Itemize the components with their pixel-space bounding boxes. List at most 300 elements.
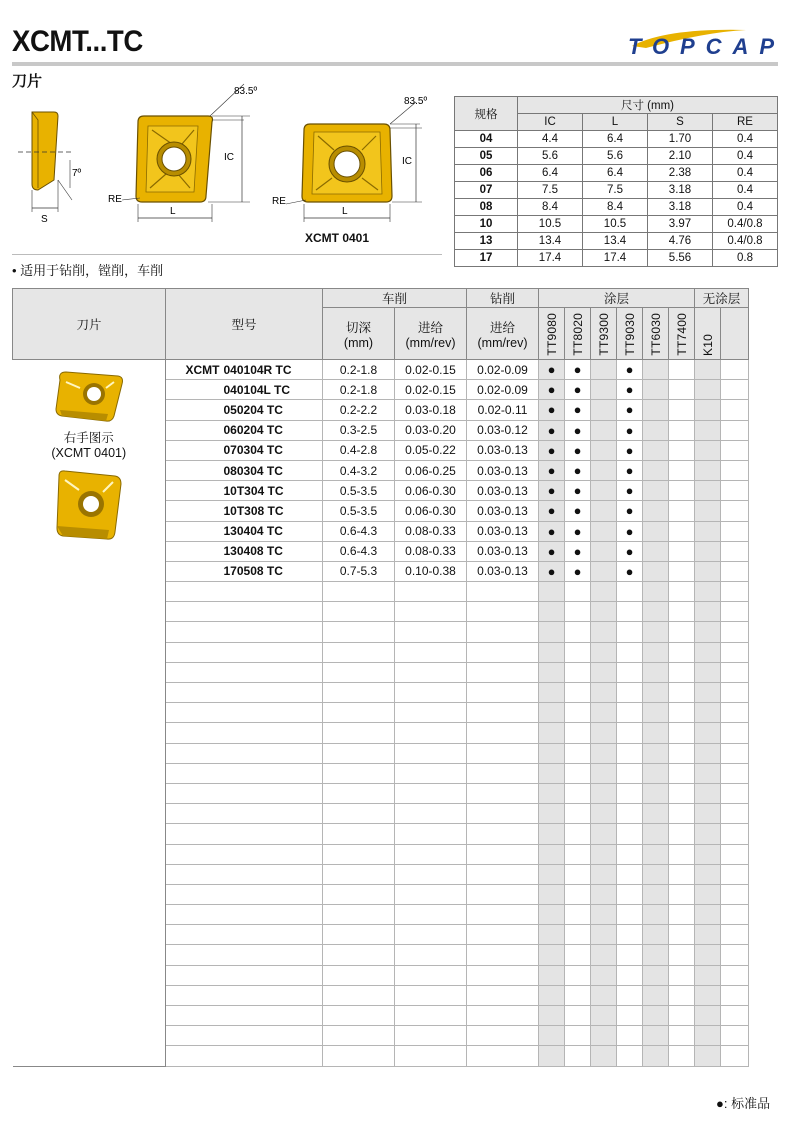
side-view-drawing: [18, 112, 72, 212]
cell-depth: [323, 602, 395, 622]
insert-image-cell: [13, 360, 166, 1067]
model-prefix: [166, 925, 222, 945]
cell-feed: 0.06-0.30: [395, 481, 467, 501]
grade-cell: [669, 804, 695, 824]
grade-cell: [695, 380, 721, 400]
grade-cell: [695, 521, 721, 541]
grade-label: TT9300: [596, 313, 611, 356]
cell-feed: [395, 864, 467, 884]
grade-cell: [591, 400, 617, 420]
grade-cell: [643, 804, 669, 824]
grade-cell: [669, 783, 695, 803]
standard-dot: ●: [625, 523, 634, 539]
cell-dfeed: [467, 723, 539, 743]
grade-cell: [721, 420, 749, 440]
model-code: [222, 985, 323, 1005]
cell-feed: 0.03-0.18: [395, 400, 467, 420]
drawing-caption: XCMT 0401: [305, 231, 370, 245]
grade-cell: [591, 965, 617, 985]
spec-value: 4.4: [518, 131, 583, 148]
grade-cell: [643, 662, 669, 682]
grade-cell: [643, 844, 669, 864]
cell-dfeed: [467, 804, 539, 824]
cell-dfeed: [467, 582, 539, 602]
grade-cell: [669, 683, 695, 703]
standard-dot: ●: [625, 422, 634, 438]
grade-cell: [591, 380, 617, 400]
cell-dfeed: 0.02-0.11: [467, 400, 539, 420]
spec-value: 2.10: [648, 148, 713, 165]
model-prefix: [166, 864, 222, 884]
grade-cell: [721, 1046, 749, 1066]
cell-depth: [323, 642, 395, 662]
spec-value: 7.5: [518, 182, 583, 199]
spec-value: 0.4: [713, 131, 778, 148]
spec-col-0: IC: [518, 114, 583, 131]
header-drilling: 钻削: [467, 289, 539, 308]
grade-cell: [591, 501, 617, 521]
grade-cell: [617, 1026, 643, 1046]
grade-cell: [565, 965, 591, 985]
cell-depth: [323, 622, 395, 642]
standard-dot: ●: [573, 543, 582, 559]
grade-cell: [695, 824, 721, 844]
grade-cell: [721, 905, 749, 925]
grade-cell: [695, 582, 721, 602]
grade-cell: [721, 400, 749, 420]
standard-dot: ●: [625, 362, 634, 378]
model-code: [222, 965, 323, 985]
grade-cell: [565, 380, 591, 400]
standard-dot: ●: [547, 402, 556, 418]
grade-cell: [539, 864, 565, 884]
cell-depth: [323, 1026, 395, 1046]
cell-dfeed: [467, 844, 539, 864]
cell-feed: [395, 763, 467, 783]
cell-feed: [395, 602, 467, 622]
cell-dfeed: [467, 884, 539, 904]
grade-cell: [695, 743, 721, 763]
header-uncoated: 无涂层: [695, 289, 749, 308]
grade-cell: [643, 1046, 669, 1066]
model-prefix: [166, 703, 222, 723]
model-prefix: [166, 602, 222, 622]
cell-dfeed: [467, 1006, 539, 1026]
grade-cell: [617, 683, 643, 703]
cell-depth: [323, 864, 395, 884]
grade-cell: [591, 723, 617, 743]
grade-cell: [591, 622, 617, 642]
spec-row: [455, 216, 778, 233]
model-code: 040104R TC: [222, 360, 323, 380]
grade-cell: [565, 662, 591, 682]
header-turning: 车削: [323, 289, 467, 308]
grade-cell: [539, 763, 565, 783]
spec-row: [455, 233, 778, 250]
grade-cell: [643, 622, 669, 642]
grade-cell: [643, 642, 669, 662]
grade-cell: [669, 541, 695, 561]
grade-cell: [617, 1006, 643, 1026]
spec-value: 17.4: [518, 250, 583, 267]
model-code: [222, 582, 323, 602]
cell-depth: [323, 662, 395, 682]
cell-depth: [323, 683, 395, 703]
grade-cell: [669, 460, 695, 480]
spec-value: 0.4: [713, 199, 778, 216]
grade-cell: [591, 804, 617, 824]
model-code: [222, 925, 323, 945]
spec-row: [455, 182, 778, 199]
cell-depth: 0.2-1.8: [323, 380, 395, 400]
cell-depth: [323, 783, 395, 803]
grade-cell: [565, 440, 591, 460]
grade-cell: [721, 541, 749, 561]
grade-cell: [617, 360, 643, 380]
model-prefix: [166, 884, 222, 904]
standard-dot: ●: [573, 442, 582, 458]
cell-dfeed: [467, 864, 539, 884]
grade-cell: [669, 945, 695, 965]
grade-cell: [539, 804, 565, 824]
cell-feed: 0.08-0.33: [395, 521, 467, 541]
model-code: [222, 642, 323, 662]
standard-dot: ●: [573, 382, 582, 398]
grade-cell: [695, 1046, 721, 1066]
grade-cell: [721, 824, 749, 844]
grade-label: TT7400: [674, 313, 689, 356]
grade-cell: [669, 985, 695, 1005]
grade-cell: [617, 985, 643, 1005]
grade-cell: [617, 481, 643, 501]
cell-dfeed: [467, 703, 539, 723]
cell-feed: [395, 582, 467, 602]
model-code: [222, 763, 323, 783]
spec-code: 10: [455, 216, 518, 233]
title-divider: [12, 62, 778, 66]
grade-cell: [695, 440, 721, 460]
grade-cell: [643, 440, 669, 460]
standard-dot: ●: [573, 362, 582, 378]
grade-cell: [565, 743, 591, 763]
grade-cell: [539, 723, 565, 743]
grade-cell: [539, 662, 565, 682]
grade-cell: [721, 945, 749, 965]
grade-cell: [643, 763, 669, 783]
model-code: [222, 683, 323, 703]
grade-cell: [721, 864, 749, 884]
grade-cell: [695, 723, 721, 743]
model-code: [222, 1026, 323, 1046]
grade-cell: [591, 783, 617, 803]
spec-value: 0.4: [713, 182, 778, 199]
grade-cell: [565, 925, 591, 945]
cell-dfeed: [467, 945, 539, 965]
grade-cell: [721, 703, 749, 723]
cell-feed: [395, 642, 467, 662]
standard-dot: ●: [573, 463, 582, 479]
model-prefix: [166, 380, 222, 400]
grade-cell: [617, 905, 643, 925]
model-prefix: [166, 582, 222, 602]
grade-cell: [643, 1006, 669, 1026]
grade-cell: [591, 582, 617, 602]
cell-feed: [395, 703, 467, 723]
cell-feed: [395, 844, 467, 864]
model-code: 050204 TC: [222, 400, 323, 420]
grade-cell: [669, 1026, 695, 1046]
spec-code: 07: [455, 182, 518, 199]
grade-cell: [721, 985, 749, 1005]
grade-cell: [617, 440, 643, 460]
grade-cell: [695, 925, 721, 945]
spec-value: 4.76: [648, 233, 713, 250]
grade-cell: [669, 743, 695, 763]
topcap-logo: [626, 24, 776, 60]
cell-dfeed: [467, 683, 539, 703]
cell-depth: [323, 1006, 395, 1026]
grade-cell: [565, 1006, 591, 1026]
grade-cell: [643, 460, 669, 480]
cell-feed: [395, 945, 467, 965]
grade-cell: [695, 481, 721, 501]
grade-cell: [565, 683, 591, 703]
model-code: 040104L TC: [222, 380, 323, 400]
cell-dfeed: 0.03-0.13: [467, 440, 539, 460]
grade-cell: [617, 460, 643, 480]
grade-cell: [669, 884, 695, 904]
cell-dfeed: [467, 965, 539, 985]
model-code: [222, 743, 323, 763]
grade-cell: [669, 864, 695, 884]
grade-cell: [695, 400, 721, 420]
model-prefix: [166, 905, 222, 925]
dim-ic-label: IC: [224, 152, 234, 163]
standard-dot: ●: [573, 503, 582, 519]
grade-cell: [539, 824, 565, 844]
grade-cell: [591, 824, 617, 844]
grade-cell: [565, 360, 591, 380]
cell-depth: [323, 884, 395, 904]
usage-divider: [12, 254, 442, 255]
grade-cell: [539, 360, 565, 380]
grade-cell: [643, 703, 669, 723]
model-prefix: [166, 965, 222, 985]
model-code: [222, 602, 323, 622]
grade-cell: [721, 360, 749, 380]
grade-cell: [643, 400, 669, 420]
standard-dot: ●: [547, 422, 556, 438]
spec-value: 5.56: [648, 250, 713, 267]
grade-cell: [695, 360, 721, 380]
grade-cell: [695, 1006, 721, 1026]
grade-cell: [695, 844, 721, 864]
spec-value: 6.4: [583, 131, 648, 148]
cell-feed: [395, 743, 467, 763]
grade-cell: [643, 420, 669, 440]
standard-dot: ●: [573, 483, 582, 499]
spec-value: 0.4/0.8: [713, 233, 778, 250]
model-prefix: XCMT: [166, 360, 222, 380]
cell-depth: [323, 723, 395, 743]
angle2-label: 83.5º: [404, 96, 428, 107]
grade-cell: [721, 380, 749, 400]
grade-cell: [617, 743, 643, 763]
spec-row: [455, 148, 778, 165]
model-prefix: [166, 1046, 222, 1066]
grade-cell: [721, 804, 749, 824]
grade-cell: [591, 683, 617, 703]
grade-label: TT9030: [622, 313, 637, 356]
cell-dfeed: [467, 642, 539, 662]
grade-cell: [617, 1046, 643, 1066]
cell-dfeed: [467, 824, 539, 844]
cell-dfeed: 0.02-0.09: [467, 380, 539, 400]
grade-cell: [721, 925, 749, 945]
grade-cell: [695, 642, 721, 662]
image-caption-1: 右手图示: [63, 431, 114, 445]
grade-cell: [617, 521, 643, 541]
spec-value: 6.4: [583, 165, 648, 182]
grade-cell: [591, 864, 617, 884]
header-model: 型号: [166, 289, 323, 360]
grade-cell: [617, 965, 643, 985]
cell-dfeed: [467, 622, 539, 642]
grade-cell: [721, 662, 749, 682]
footnote-standard: ●: 标准品: [716, 1096, 771, 1111]
svg-text:TOPCAP: TOPCAP: [628, 34, 774, 59]
grade-header-TT9030: [617, 308, 643, 360]
cell-feed: [395, 925, 467, 945]
grade-cell: [591, 743, 617, 763]
model-prefix: [166, 662, 222, 682]
cell-feed: 0.02-0.15: [395, 360, 467, 380]
grade-cell: [643, 683, 669, 703]
grade-header-TT9300: [591, 308, 617, 360]
grade-cell: [669, 481, 695, 501]
cell-feed: [395, 965, 467, 985]
grade-cell: [695, 602, 721, 622]
cell-dfeed: [467, 743, 539, 763]
standard-dot: ●: [547, 523, 556, 539]
grade-cell: [721, 844, 749, 864]
cell-dfeed: 0.02-0.09: [467, 360, 539, 380]
grade-cell: [591, 561, 617, 581]
model-prefix: [166, 683, 222, 703]
grade-cell: [539, 420, 565, 440]
cell-depth: 0.4-3.2: [323, 460, 395, 480]
cell-feed: [395, 622, 467, 642]
grade-cell: [695, 683, 721, 703]
standard-dot: ●: [573, 563, 582, 579]
grade-cell: [669, 965, 695, 985]
grade-cell: [591, 440, 617, 460]
model-prefix: [166, 622, 222, 642]
standard-dot: ●: [547, 503, 556, 519]
spec-code: 05: [455, 148, 518, 165]
grade-cell: [695, 965, 721, 985]
cell-feed: [395, 824, 467, 844]
grade-cell: [669, 420, 695, 440]
model-code: 130404 TC: [222, 521, 323, 541]
cell-feed: [395, 884, 467, 904]
grade-cell: [721, 642, 749, 662]
grade-label: TT6030: [648, 313, 663, 356]
cell-dfeed: [467, 602, 539, 622]
cell-feed: [395, 783, 467, 803]
grade-cell: [565, 884, 591, 904]
grade-cell: [591, 1046, 617, 1066]
spec-value: 5.6: [583, 148, 648, 165]
insert-photo-1: [52, 366, 126, 426]
cell-dfeed: 0.03-0.13: [467, 541, 539, 561]
grade-cell: [539, 783, 565, 803]
header-insert: 刀片: [13, 289, 166, 360]
grade-cell: [721, 1006, 749, 1026]
grade-cell: [539, 440, 565, 460]
grade-cell: [695, 1026, 721, 1046]
model-prefix: [166, 521, 222, 541]
grade-cell: [617, 582, 643, 602]
grade-cell: [643, 561, 669, 581]
insert-photo-2: [53, 468, 125, 544]
model-code: [222, 905, 323, 925]
grade-cell: [591, 1006, 617, 1026]
spec-header-size: 尺寸 (mm): [518, 97, 778, 114]
grade-cell: [695, 420, 721, 440]
dim-l-label: L: [170, 206, 176, 217]
grade-cell: [539, 602, 565, 622]
cell-feed: 0.03-0.20: [395, 420, 467, 440]
standard-dot: ●: [547, 563, 556, 579]
cell-depth: 0.6-4.3: [323, 541, 395, 561]
grade-cell: [617, 622, 643, 642]
grade-cell: [591, 985, 617, 1005]
cell-dfeed: [467, 905, 539, 925]
grade-cell: [539, 582, 565, 602]
model-prefix: [166, 985, 222, 1005]
spec-row: [455, 250, 778, 267]
spec-value: 5.6: [518, 148, 583, 165]
cell-feed: 0.08-0.33: [395, 541, 467, 561]
grade-cell: [695, 622, 721, 642]
grade-cell: [539, 925, 565, 945]
grade-cell: [695, 703, 721, 723]
grade-cell: [643, 501, 669, 521]
grade-cell: [565, 905, 591, 925]
model-code: 070304 TC: [222, 440, 323, 460]
cell-dfeed: [467, 763, 539, 783]
grade-cell: [617, 783, 643, 803]
grade-cell: [669, 400, 695, 420]
spec-row: [455, 199, 778, 216]
grade-cell: [591, 945, 617, 965]
grade-cell: [721, 763, 749, 783]
grade-cell: [617, 804, 643, 824]
grade-cell: [643, 541, 669, 561]
grade-cell: [669, 582, 695, 602]
grade-cell: [591, 602, 617, 622]
model-code: [222, 824, 323, 844]
grade-cell: [591, 703, 617, 723]
standard-dot: ●: [573, 422, 582, 438]
cell-dfeed: 0.03-0.13: [467, 460, 539, 480]
model-code: [222, 864, 323, 884]
grade-cell: [617, 642, 643, 662]
grade-cell: [617, 541, 643, 561]
grade-cell: [721, 440, 749, 460]
cell-depth: [323, 582, 395, 602]
